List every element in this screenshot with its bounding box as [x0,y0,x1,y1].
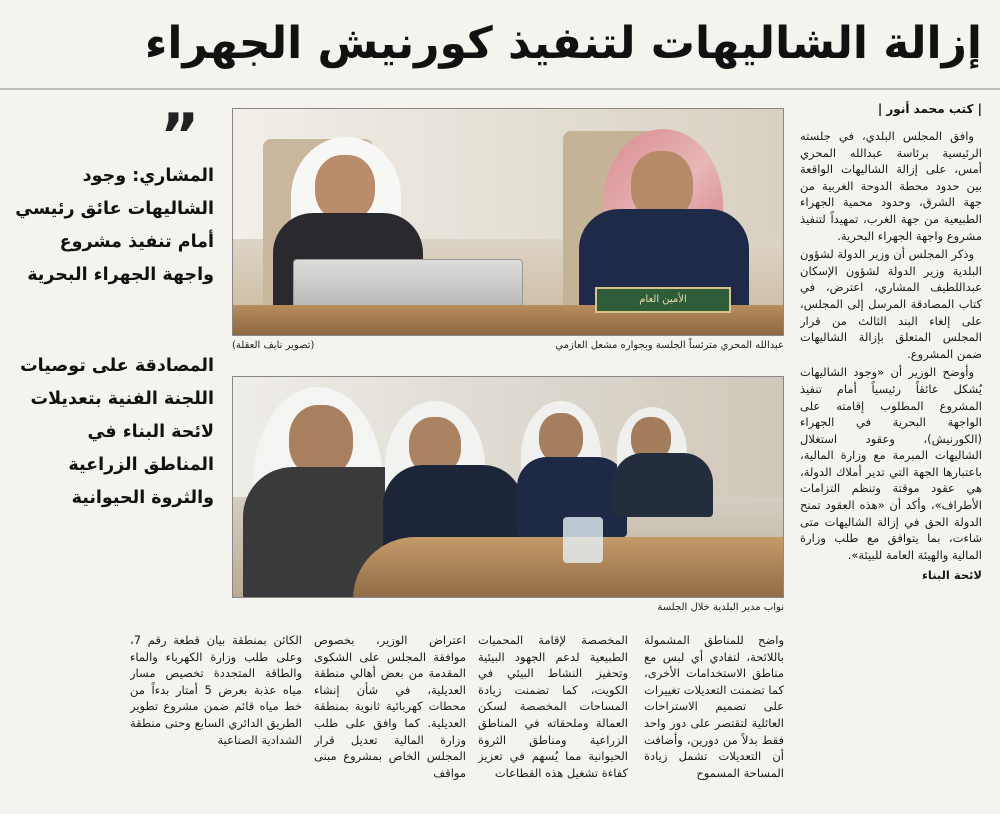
pull-quote: المشاري: وجود الشاليهات عائق رئيسي أمام تنفيذ مشروع واجهة الجهراء البحرية [15,166,214,285]
pull-quote: المصادقة على توصيات اللجنة الفنية بتعديلات لائحة البناء في المناطق الزراعية والثروة الحيوانية [20,356,214,508]
nameplate: الأمين العام [595,287,731,313]
photo-deputies [232,376,784,598]
photo1-caption: عبدالله المحري مترئساً الجلسة وبجواره مشعل العازمي [555,340,784,351]
text-column: اعتراض الوزير، بخصوص موافقة المجلس على الشكوى المقدمة من بعض أهالي منطقة العديلية، في شأن إنشاء محطات كهربائية ثانوية بمنطقة العديلية. كما وافق على طلب وزارة المالية تعديل قرار المجلس الخاص بمشروع مبنى مواقف [314,633,466,780]
photo2-caption: نواب مدير البلدية خلال الجلسة [657,602,784,613]
text-column: الكائن بمنطقة بيان قطعة رقم 7، وعلى طلب وزارة الكهرباء والماء والطاقة المتجددة تخصيص مسار مياه عذبة بعرض 5 أمتار بدءاً من خط مياه قائم ضمن مشروع تطوير الطريق الدائري السابع وحتى منطقة الشدادية الصناعية [130,633,302,747]
subheading: لائحة البناء [922,568,982,583]
photo1-credit: (تصوير نايف العقلة) [232,340,315,351]
headline: إزالة الشاليهات لتنفيذ كورنيش الجهراء [144,18,982,69]
header-rule [0,88,1000,90]
right-column [800,128,982,808]
byline: | كتب محمد أنور | [877,102,982,116]
paragraph: وافق المجلس البلدي، في جلسته الرئيسية برئاسة عبدالله المحري أمس، على إزالة الشاليهات الواقعة بين حدود محطة الدوحة الغربية من جهة الشرق، وحدود محمية الجهراء الطبيعية من جهة الغرب، تمهيداً لتنفيذ مشروع واجهة الجهراء البحرية. [800,129,982,243]
paragraph: وأوضح الوزير أن «وجود الشاليهات يُشكل عائقاً رئيسياً أمام تنفيذ المشروع المطلوب إقامته على الواجهة البحرية في الجهراء (الكورنيش)، وعقود استغلال الشاليهات المبرمة مع وزارة المالية، باعتبارها الجهة التي تدير أملاك الدولة، هي عقود موقتة وتنظم التزامات الأطراف»، وأكد أن «هذه العقود تمنح الدولة الحق في إزالة الشاليهات متى شاءت، بما يتوافق مع طلب وزارة المالية والهيئة العامة للبيئة». [800,365,982,562]
text-column: المخصصة لإقامة المحميات الطبيعية لدعم الجهود البيئية وتحفيز النشاط البيئي في الكويت، كما تضمنت زيادة المساحات المخصصة لسكن العمالة وملحقاته في المناطق الزراعية ومناطق الثروة الحيوانية مما يُسهم في تعزيز كفاءة تشغيل هذه القطاعات [478,633,628,780]
photo-session-chair [232,108,784,336]
paragraph: وذكر المجلس أن وزير الدولة لشؤون البلدية وزير الدولة لشؤون الإسكان عبداللطيف المشاري، اعترض، في كتاب المصادقة المرسل إلى المجلس، على إلغاء البند الثالث من قرار المجلس المتعلق بإزالة الشاليهات ضمن المشروع. [800,247,982,361]
text-column: واضح للمناطق المشمولة باللائحة، لتفادي أي لبس مع مناطق الاستخدامات الأخرى، كما تضمنت التعديلات تغييرات على تصميم الاستراحات العائلية لتقتصر على دور واحد فقط بدلاً من دورين، وأضافت أن التعديلات تشمل زيادة المساحة المسموح [644,633,784,780]
quote-mark-icon: ” [160,101,200,171]
